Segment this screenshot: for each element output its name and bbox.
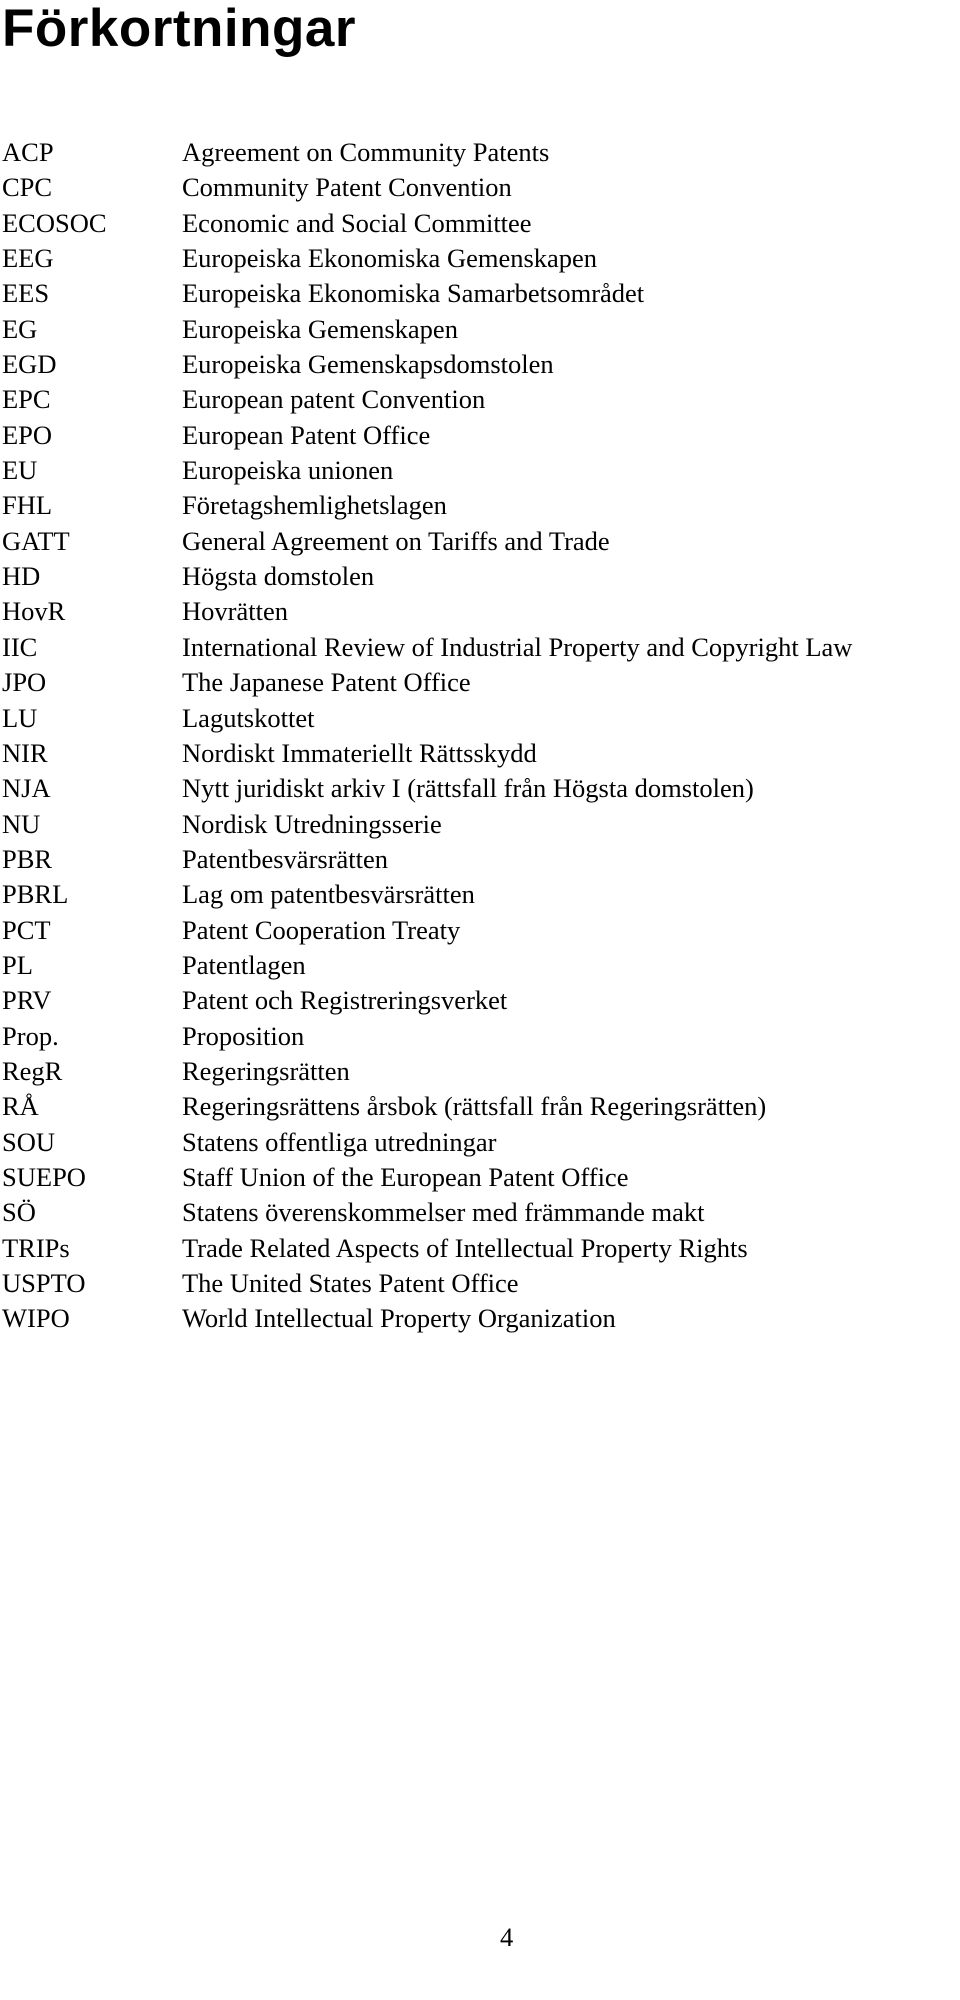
abbreviation-code: RÅ [2, 1091, 39, 1122]
abbreviation-code: SOU [2, 1126, 56, 1157]
abbreviation-meaning: Agreement on Community Patents [182, 137, 550, 167]
abbreviation-meaning: Patentlagen [182, 949, 306, 980]
abbreviation-code: FHL [2, 490, 53, 521]
abbreviation-row [0, 665, 960, 700]
abbreviation-meaning: The Japanese Patent Office [182, 667, 471, 698]
abbreviation-meaning: Europeiska unionen [182, 455, 394, 486]
abbreviation-code: PBRL [2, 879, 69, 910]
abbreviation-code: PBR [2, 843, 53, 874]
abbreviation-code: WIPO [2, 1303, 70, 1334]
abbreviation-row [0, 701, 960, 736]
abbreviation-meaning: Regeringsrätten [182, 1055, 350, 1086]
abbreviation-meaning: Statens offentliga utredningar [182, 1126, 497, 1157]
abbreviation-meaning: Patent Cooperation Treaty [182, 914, 461, 945]
abbreviation-row [0, 382, 960, 417]
abbreviation-code: IIC [2, 631, 38, 662]
abbreviation-row [0, 913, 960, 948]
abbreviation-meaning: Europeiska Ekonomiska Samarbetsområdet [182, 278, 645, 309]
abbreviation-code: NJA [2, 773, 51, 804]
abbreviation-meaning: Trade Related Aspects of Intellectual Property Rights [182, 1232, 748, 1263]
abbreviation-code: PCT [2, 914, 51, 945]
abbreviation-row [0, 347, 960, 382]
abbreviation-code: EGD [2, 349, 57, 380]
page-number: 4 [500, 1922, 514, 1952]
abbreviation-row [0, 312, 960, 347]
abbreviation-row [0, 241, 960, 276]
abbreviation-row [0, 1160, 960, 1195]
abbreviation-code: GATT [2, 525, 70, 556]
abbreviation-row [0, 170, 960, 205]
abbreviation-row [0, 1089, 960, 1124]
abbreviation-meaning: Patent och Registreringsverket [182, 985, 508, 1016]
abbreviation-code: EPO [2, 419, 53, 450]
abbreviation-meaning: International Review of Industrial Property and Copyright Law [182, 631, 853, 662]
abbreviation-code: EEG [2, 243, 54, 274]
abbreviation-code: ECOSOC [2, 207, 107, 238]
abbreviation-row [0, 1301, 960, 1336]
abbreviation-row [0, 1266, 960, 1301]
abbreviation-row [0, 1019, 960, 1054]
abbreviation-row [0, 630, 960, 665]
abbreviation-meaning: Högsta domstolen [182, 561, 375, 592]
abbreviation-code: HovR [2, 596, 66, 627]
abbreviation-code: ACP [2, 137, 54, 167]
abbreviation-code: Prop. [2, 1020, 59, 1051]
abbreviation-meaning: Regeringsrättens årsbok (rättsfall från Regeringsrätten) [182, 1091, 767, 1122]
abbreviation-row [0, 877, 960, 912]
abbreviation-meaning: Europeiska Gemenskapsdomstolen [182, 349, 554, 380]
abbreviation-code: SÖ [2, 1197, 36, 1228]
abbreviation-meaning: Nordiskt Immateriellt Rättsskydd [182, 737, 537, 768]
abbreviation-meaning: European Patent Office [182, 419, 431, 450]
abbreviation-row [0, 135, 960, 170]
abbreviation-code: TRIPs [2, 1232, 70, 1263]
abbreviation-code: CPC [2, 172, 53, 203]
abbreviation-code: EPC [2, 384, 51, 415]
abbreviation-code: PRV [2, 985, 52, 1016]
abbreviation-row [0, 206, 960, 241]
abbreviation-meaning: Nordisk Utredningsserie [182, 808, 442, 839]
abbreviation-row [0, 983, 960, 1018]
abbreviation-meaning: Economic and Social Committee [182, 207, 532, 238]
abbreviation-row [0, 948, 960, 983]
page-title: Förkortningar [2, 0, 356, 58]
abbreviation-code: NU [2, 808, 41, 839]
abbreviation-code: EES [2, 278, 50, 309]
abbreviation-row [0, 1054, 960, 1089]
abbreviation-row [0, 771, 960, 806]
abbreviation-code: LU [2, 702, 38, 733]
abbreviation-meaning: General Agreement on Tariffs and Trade [182, 525, 610, 556]
abbreviation-meaning: World Intellectual Property Organization [182, 1303, 616, 1334]
abbreviation-row [0, 524, 960, 559]
abbreviation-meaning: Lagutskottet [182, 702, 315, 733]
abbreviation-code: PL [2, 949, 33, 980]
abbreviation-meaning: Community Patent Convention [182, 172, 512, 203]
abbreviation-code: NIR [2, 737, 48, 768]
abbreviation-list [0, 135, 960, 1337]
abbreviation-row [0, 1125, 960, 1160]
abbreviation-row [0, 488, 960, 523]
abbreviation-code: HD [2, 561, 41, 592]
abbreviation-meaning: Patentbesvärsrätten [182, 843, 389, 874]
abbreviation-code: EU [2, 455, 38, 486]
abbreviation-row [0, 807, 960, 842]
abbreviation-meaning: Staff Union of the European Patent Office [182, 1161, 629, 1192]
abbreviation-meaning: Hovrätten [182, 596, 288, 627]
abbreviation-row [0, 594, 960, 629]
abbreviation-code: EG [2, 313, 38, 344]
abbreviation-meaning: Statens överenskommelser med främmande makt [182, 1197, 705, 1228]
abbreviation-row [0, 842, 960, 877]
abbreviation-meaning: Proposition [182, 1020, 305, 1051]
abbreviation-row [0, 736, 960, 771]
abbreviation-meaning: Lag om patentbesvärsrätten [182, 879, 475, 910]
abbreviation-code: USPTO [2, 1268, 86, 1298]
abbreviation-meaning: The United States Patent Office [182, 1268, 519, 1298]
abbreviation-row [0, 418, 960, 453]
abbreviation-meaning: Nytt juridiskt arkiv I (rättsfall från Högsta domstolen) [182, 773, 754, 804]
abbreviation-row [0, 559, 960, 594]
abbreviation-meaning: Europeiska Ekonomiska Gemenskapen [182, 243, 598, 274]
abbreviation-code: SUEPO [2, 1161, 86, 1192]
abbreviation-row [0, 276, 960, 311]
abbreviation-meaning: Europeiska Gemenskapen [182, 313, 458, 344]
abbreviation-meaning: Företagshemlighetslagen [182, 490, 447, 521]
abbreviation-code: RegR [2, 1055, 63, 1086]
abbreviation-row [0, 1195, 960, 1230]
abbreviation-code: JPO [2, 667, 47, 698]
abbreviation-row [0, 453, 960, 488]
abbreviation-meaning: European patent Convention [182, 384, 486, 415]
abbreviation-row [0, 1231, 960, 1266]
